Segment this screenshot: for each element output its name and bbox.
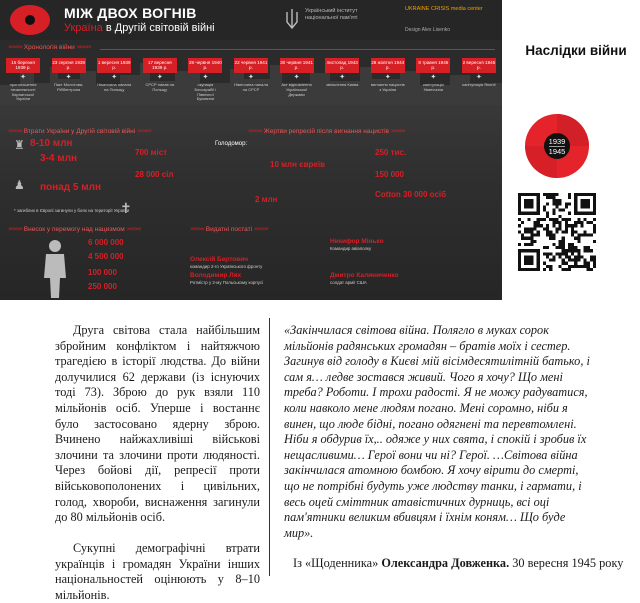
timeline-item: [280, 58, 314, 118]
timeline-date: 15 березня 1939 р.: [6, 58, 40, 73]
person-icon: ♟: [14, 178, 25, 192]
infographic-poster: [0, 0, 502, 300]
timeline-date: 23 серпня 1939 р.: [52, 58, 86, 73]
timeline-item: [97, 58, 131, 118]
person-desc: Командир авіаполку: [330, 246, 372, 251]
timeline-desc: СРСР напав на Польщу: [145, 82, 175, 92]
timeline-event-icon: ✦: [384, 74, 391, 81]
timeline-item: [6, 58, 40, 118]
timeline-date: 17 вересня 1939 р.: [143, 58, 177, 73]
timeline-event-icon: ✦: [476, 74, 482, 81]
person-name: Дмитро Калиниченко: [330, 272, 399, 279]
timeline-event-icon: ✦: [20, 74, 26, 81]
timeline-event-icon: ✦: [293, 74, 300, 81]
timeline-item: [416, 58, 450, 118]
repressions-deported: 250 тис.: [375, 148, 407, 157]
contribution-heroes: 100 000: [88, 268, 117, 277]
timeline-desc: капітуляція Німеччини: [422, 82, 444, 92]
person-name: Олексій Бертович: [190, 256, 249, 263]
person-desc: солдат армії США: [330, 280, 367, 285]
poppy-year-bottom: 1945: [548, 147, 566, 156]
timeline-event-icon: ✦: [156, 74, 163, 81]
timeline-date: 30 червня 1941 р.: [280, 58, 314, 73]
timeline-item: [325, 58, 359, 118]
timeline-event-icon: ✦: [339, 74, 346, 81]
timeline-desc: Пакт Молотова-Ріббентропа: [53, 82, 84, 92]
timeline: [6, 58, 496, 118]
cross-icon: ✝: [120, 200, 132, 216]
person-desc: Ротмістр у 2-му Польському корпусі: [190, 280, 264, 285]
poster-title: МІЖ ДВОХ ВОГНІВ: [64, 5, 197, 21]
main-text: [55, 323, 260, 603]
quote-text: «Закінчилася світова війна. Полягло в муках сорок мільйонів радянських громадян – братів моїх і сестер. Загинув від голоду в Києві мій вісімдесятилітній батько, і сам я… ледве зостався живий. Чого я хочу? Що мені треба? Роботи. І трохи радості. Я не можу радуватися, коли навколо мене людям погано. Мені соромно, ніби я винен, що люде бідні, погано одягнені та перевтомлені. Ніби я обдурив їх,.. одяже у них свята, і спокій і зробив їх нещасливими… Герої вони чи ні? Герої. …Світова війна закінчилася атомною бомбою. Я хочу вірити до смерті, що не потрібні будуть уже людству танки, і гармати, і весь оцей сміттник атавістичних дурниць, всі оці пам'ятники великим вбивцям і їхнім коням… Що буде мир».: [284, 323, 590, 540]
timeline-item: [371, 58, 405, 118]
source-prefix: Із «Щоденника»: [293, 556, 382, 570]
poppy-year-top: 1939: [548, 137, 566, 146]
poster-subtitle: [64, 22, 215, 34]
person-desc: командир 2-го Українського фронту: [190, 264, 263, 269]
timeline-event-icon: ✦: [111, 74, 118, 81]
contribution-soldiers: 6 000 000: [88, 238, 124, 247]
poster-subtitle-rest: в Другій світовій війні: [102, 22, 215, 34]
timeline-item: [188, 58, 222, 118]
timeline-date: 1 вересня 1939 р.: [97, 58, 131, 73]
timeline-date: 2 вересня 1945 р.: [462, 58, 496, 73]
timeline-event-icon: ✦: [65, 74, 72, 81]
person-name: Володимир Лях: [190, 272, 242, 279]
losses-villages: 28 000 сіл: [135, 170, 174, 179]
timeline-event-icon: ✦: [430, 74, 437, 81]
trident-icon: [285, 8, 299, 30]
timeline-desc: проголошення незалежності Карпатської України: [9, 82, 37, 102]
timeline-desc: вигнання нацистів з України: [370, 82, 405, 92]
timeline-desc: капітуляція Японії: [462, 82, 496, 87]
losses-jews: 10 млн євреїв: [270, 160, 326, 169]
losses-note: * загиблих в Європі загинули у боях на території України: [14, 208, 130, 213]
timeline-date: 8 травня 1945 р.: [416, 58, 450, 73]
timeline-event-icon: ✦: [202, 74, 209, 81]
band-losses: ××××× Втрати України у Другій світовій війні ×××××: [8, 128, 151, 135]
losses-cities: 700 міст: [135, 148, 168, 157]
timeline-date: 22 червня 1941 р.: [234, 58, 268, 73]
quote-source: [293, 556, 624, 571]
timeline-desc: Німеччина напала на Польщу: [97, 82, 132, 92]
poppy-icon: [524, 113, 590, 179]
qr-code-icon: [518, 193, 596, 271]
famine-label: Голодомор:: [215, 141, 248, 147]
timeline-date: листопад 1943 р.: [325, 58, 359, 73]
timeline-desc: окупація Бессарабії і Північної Буковини: [194, 82, 217, 102]
timeline-item: [462, 58, 496, 118]
soldier-silhouette-icon: [40, 238, 70, 298]
timeline-date: 28 червня 1940 р.: [188, 58, 222, 73]
page-title: Наслідки війни: [525, 43, 627, 58]
band-timeline: ××××× Хронологія війни ×××××: [8, 44, 91, 51]
crisis-center-label: UKRAINE CRISIS media center: [405, 6, 483, 12]
soldier-icon: ♜: [14, 138, 25, 152]
timeline-event-icon: ✦: [248, 74, 254, 81]
source-author: Олександра Довженка.: [381, 556, 510, 570]
timeline-desc: звільнення Києва: [326, 82, 359, 87]
source-date: 30 вересня 1945 року: [509, 556, 624, 570]
losses-killed: 8-10 млн: [30, 138, 73, 149]
timeline-desc: Німеччина напала на СРСР: [233, 82, 268, 92]
losses-deported: 2 млн: [255, 195, 278, 204]
band-repressions: ××××× Жертви репресій після вигнання нацистів ×××××: [248, 128, 405, 135]
main-paragraph-2: Сукупні демографічні втрати українців і громадян України інших національностей оцінюють у 8–10 мільйонів.: [55, 541, 260, 602]
design-credit: Design Alex Lisenko: [405, 27, 451, 33]
contribution-soldiers2: 4 500 000: [88, 252, 124, 261]
timeline-date: 28 жовтня 1944 р.: [371, 58, 405, 73]
main-paragraph-1: Друга світова стала найбільшим збройним конфліктом і найтяжчою трагедією в історії людства. До війни долучилися 62 держави (із існуючих тоді 73). Зброю до рук взяли 110 мільйонів осіб. Уперше і востаннє було застосовано ядерну зброю. Вчинено найжахливіші військові злочини та злочини проти людяності. Через бойові дії, репресії проти військовополонених і цивільних, голод, хвороби, виснаження загинули до 80 мільйонів осіб.: [55, 323, 260, 525]
band-people: ××××× Видатні постаті ×××××: [190, 226, 268, 233]
poster-subtitle-red: Україна: [64, 22, 103, 34]
band-line: [100, 49, 495, 50]
poppy-logo-icon: [8, 3, 52, 37]
column-divider: [269, 318, 270, 576]
losses-civil: понад 5 млн: [40, 182, 102, 193]
losses-military: 3-4 млн: [40, 153, 78, 164]
institute-label: Український інститут національної пам'яті: [305, 8, 358, 21]
repressions-prisoners: 150 000: [375, 170, 404, 179]
timeline-desc: Акт відновлення Української Держави: [281, 82, 312, 97]
timeline-item: [234, 58, 268, 118]
timeline-item: [52, 58, 86, 118]
dovzhenko-quote: [284, 323, 596, 541]
band-contribution: ××××× Внесок у перемогу над нацизмом ×××××: [8, 226, 141, 233]
contribution-partisans: 250 000: [88, 282, 117, 291]
person-name: Никифор Мінько: [330, 238, 384, 245]
timeline-item: [143, 58, 177, 118]
repressions-camps: Cotton 30 000 осіб: [375, 190, 447, 199]
